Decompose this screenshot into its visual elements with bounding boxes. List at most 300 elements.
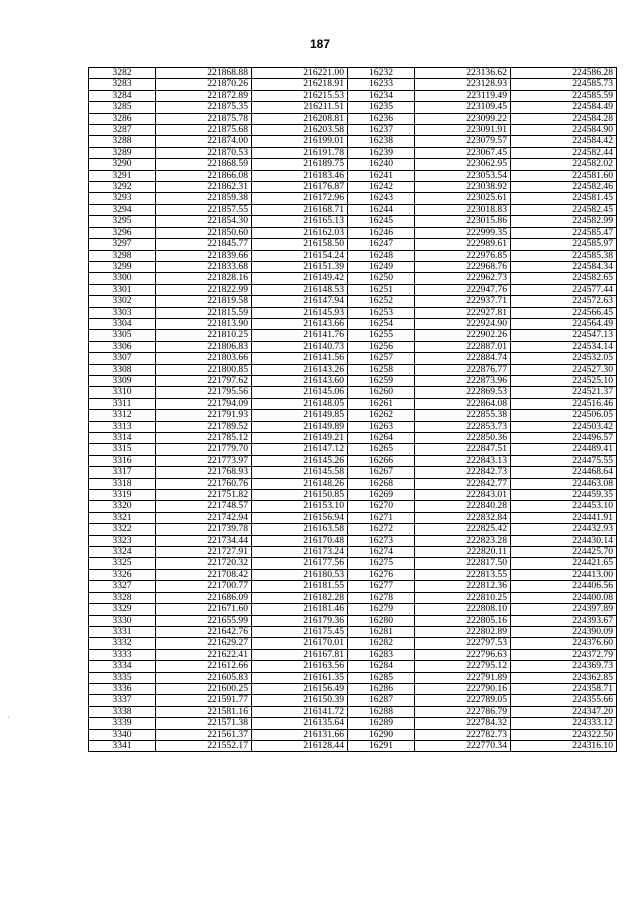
y-coord-a-cell: 216163.58	[252, 524, 348, 535]
y-coord-b-cell: 224584.49	[511, 102, 617, 113]
y-coord-a-cell: 216149.21	[252, 433, 348, 444]
x-coord-a-cell: 221870.53	[156, 147, 252, 158]
y-coord-b-cell: 224527.30	[511, 364, 617, 375]
point-id-a-cell: 3327	[89, 581, 156, 592]
point-id-a-cell: 3320	[89, 501, 156, 512]
x-coord-b-cell: 222847.51	[415, 444, 511, 455]
point-id-a-cell: 3304	[89, 318, 156, 329]
x-coord-a-cell: 221845.77	[156, 239, 252, 250]
x-coord-b-cell: 222989.61	[415, 239, 511, 250]
point-id-b-cell: 16265	[348, 444, 415, 455]
point-id-a-cell: 3332	[89, 638, 156, 649]
y-coord-b-cell: 224581.60	[511, 170, 617, 181]
point-id-a-cell: 3310	[89, 387, 156, 398]
table-row	[89, 512, 617, 523]
y-coord-b-cell: 224355.66	[511, 695, 617, 706]
table-row	[89, 444, 617, 455]
table-row	[89, 490, 617, 501]
y-coord-a-cell: 216221.00	[252, 68, 348, 79]
point-id-a-cell: 3283	[89, 79, 156, 90]
x-coord-a-cell: 221751.82	[156, 490, 252, 501]
point-id-b-cell: 16270	[348, 501, 415, 512]
y-coord-a-cell: 216177.56	[252, 558, 348, 569]
y-coord-a-cell: 216141.56	[252, 353, 348, 364]
table-row	[89, 661, 617, 672]
x-coord-a-cell: 221760.76	[156, 478, 252, 489]
x-coord-a-cell: 221875.68	[156, 125, 252, 136]
x-coord-a-cell: 221800.85	[156, 364, 252, 375]
point-id-a-cell: 3325	[89, 558, 156, 569]
x-coord-a-cell: 221872.89	[156, 90, 252, 101]
x-coord-a-cell: 221720.32	[156, 558, 252, 569]
y-coord-b-cell: 224322.50	[511, 729, 617, 740]
x-coord-a-cell: 221708.42	[156, 569, 252, 580]
table-row	[89, 375, 617, 386]
x-coord-b-cell: 222789.05	[415, 695, 511, 706]
point-id-b-cell: 16252	[348, 296, 415, 307]
x-coord-b-cell: 222850.36	[415, 433, 511, 444]
point-id-b-cell: 16262	[348, 410, 415, 421]
coordinates-table	[88, 67, 617, 752]
point-id-b-cell: 16287	[348, 695, 415, 706]
point-id-a-cell: 3287	[89, 125, 156, 136]
y-coord-a-cell: 216147.12	[252, 444, 348, 455]
y-coord-a-cell: 216168.71	[252, 204, 348, 215]
x-coord-b-cell: 222962.73	[415, 273, 511, 284]
point-id-a-cell: 3317	[89, 467, 156, 478]
table-row	[89, 455, 617, 466]
y-coord-a-cell: 216170.01	[252, 638, 348, 649]
point-id-a-cell: 3306	[89, 341, 156, 352]
y-coord-b-cell: 224584.42	[511, 136, 617, 147]
y-coord-b-cell: 224475.55	[511, 455, 617, 466]
point-id-a-cell: 3309	[89, 375, 156, 386]
y-coord-a-cell: 216191.78	[252, 147, 348, 158]
x-coord-a-cell: 221870.26	[156, 79, 252, 90]
x-coord-a-cell: 221552.17	[156, 740, 252, 751]
y-coord-b-cell: 224347.20	[511, 706, 617, 717]
y-coord-b-cell: 224582.45	[511, 204, 617, 215]
x-coord-b-cell: 223062.95	[415, 159, 511, 170]
x-coord-a-cell: 221727.91	[156, 547, 252, 558]
y-coord-a-cell: 216181.55	[252, 581, 348, 592]
y-coord-a-cell: 216145.26	[252, 455, 348, 466]
x-coord-a-cell: 221561.37	[156, 729, 252, 740]
point-id-b-cell: 16268	[348, 478, 415, 489]
x-coord-b-cell: 223015.86	[415, 216, 511, 227]
x-coord-a-cell: 221748.57	[156, 501, 252, 512]
point-id-b-cell: 16263	[348, 421, 415, 432]
x-coord-a-cell: 221797.62	[156, 375, 252, 386]
x-coord-b-cell: 222842.77	[415, 478, 511, 489]
y-coord-b-cell: 224441.91	[511, 512, 617, 523]
point-id-b-cell: 16277	[348, 581, 415, 592]
point-id-b-cell: 16269	[348, 490, 415, 501]
point-id-a-cell: 3303	[89, 307, 156, 318]
table-row	[89, 68, 617, 79]
table-row	[89, 672, 617, 683]
y-coord-b-cell: 224516.46	[511, 398, 617, 409]
point-id-b-cell: 16232	[348, 68, 415, 79]
x-coord-a-cell: 221600.25	[156, 683, 252, 694]
y-coord-b-cell: 224525.10	[511, 375, 617, 386]
point-id-b-cell: 16239	[348, 147, 415, 158]
point-id-b-cell: 16291	[348, 740, 415, 751]
x-coord-b-cell: 222937.71	[415, 296, 511, 307]
table-row	[89, 615, 617, 626]
table-row	[89, 604, 617, 615]
y-coord-a-cell: 216175.45	[252, 626, 348, 637]
y-coord-b-cell: 224534.14	[511, 341, 617, 352]
point-id-b-cell: 16286	[348, 683, 415, 694]
y-coord-b-cell: 224463.08	[511, 478, 617, 489]
y-coord-a-cell: 216208.81	[252, 113, 348, 124]
y-coord-b-cell: 224585.73	[511, 79, 617, 90]
y-coord-a-cell: 216148.26	[252, 478, 348, 489]
y-coord-a-cell: 216149.85	[252, 410, 348, 421]
point-id-b-cell: 16241	[348, 170, 415, 181]
point-id-b-cell: 16240	[348, 159, 415, 170]
point-id-a-cell: 3339	[89, 718, 156, 729]
x-coord-a-cell: 221779.70	[156, 444, 252, 455]
y-coord-a-cell: 216180.53	[252, 569, 348, 580]
y-coord-a-cell: 216148.05	[252, 398, 348, 409]
y-coord-b-cell: 224430.14	[511, 535, 617, 546]
x-coord-a-cell: 221806.83	[156, 341, 252, 352]
y-coord-b-cell: 224532.05	[511, 353, 617, 364]
point-id-b-cell: 16288	[348, 706, 415, 717]
y-coord-a-cell: 216162.03	[252, 227, 348, 238]
y-coord-a-cell: 216141.76	[252, 330, 348, 341]
y-coord-b-cell: 224400.08	[511, 592, 617, 603]
point-id-b-cell: 16260	[348, 387, 415, 398]
point-id-b-cell: 16235	[348, 102, 415, 113]
table-row	[89, 729, 617, 740]
point-id-a-cell: 3288	[89, 136, 156, 147]
table-row	[89, 740, 617, 751]
point-id-a-cell: 3297	[89, 239, 156, 250]
table-row	[89, 638, 617, 649]
y-coord-b-cell: 224585.47	[511, 227, 617, 238]
point-id-b-cell: 16259	[348, 375, 415, 386]
y-coord-a-cell: 216145.06	[252, 387, 348, 398]
table-row	[89, 170, 617, 181]
x-coord-b-cell: 222820.11	[415, 547, 511, 558]
point-id-b-cell: 16285	[348, 672, 415, 683]
x-coord-b-cell: 222832.84	[415, 512, 511, 523]
point-id-b-cell: 16274	[348, 547, 415, 558]
x-coord-b-cell: 222855.38	[415, 410, 511, 421]
table-row	[89, 581, 617, 592]
x-coord-a-cell: 221612.66	[156, 661, 252, 672]
table-row	[89, 102, 617, 113]
table-row	[89, 569, 617, 580]
x-coord-b-cell: 222927.81	[415, 307, 511, 318]
point-id-b-cell: 16273	[348, 535, 415, 546]
x-coord-a-cell: 221773.97	[156, 455, 252, 466]
x-coord-b-cell: 222853.73	[415, 421, 511, 432]
table-row	[89, 182, 617, 193]
x-coord-b-cell: 222795.12	[415, 661, 511, 672]
table-row	[89, 626, 617, 637]
x-coord-b-cell: 222869.53	[415, 387, 511, 398]
x-coord-a-cell: 221739.78	[156, 524, 252, 535]
table-row	[89, 227, 617, 238]
x-coord-b-cell: 222842.73	[415, 467, 511, 478]
x-coord-a-cell: 221857.55	[156, 204, 252, 215]
x-coord-b-cell: 222884.74	[415, 353, 511, 364]
table-row	[89, 113, 617, 124]
point-id-a-cell: 3301	[89, 284, 156, 295]
point-id-a-cell: 3285	[89, 102, 156, 113]
y-coord-a-cell: 216143.60	[252, 375, 348, 386]
x-coord-a-cell: 221815.59	[156, 307, 252, 318]
y-coord-a-cell: 216128.44	[252, 740, 348, 751]
x-coord-a-cell: 221859.38	[156, 193, 252, 204]
y-coord-b-cell: 224397.89	[511, 604, 617, 615]
x-coord-b-cell: 222902.26	[415, 330, 511, 341]
x-coord-a-cell: 221571.38	[156, 718, 252, 729]
x-coord-b-cell: 223025.61	[415, 193, 511, 204]
x-coord-b-cell: 222813.55	[415, 569, 511, 580]
x-coord-b-cell: 222784.32	[415, 718, 511, 729]
point-id-a-cell: 3323	[89, 535, 156, 546]
point-id-a-cell: 3307	[89, 353, 156, 364]
y-coord-a-cell: 216149.89	[252, 421, 348, 432]
y-coord-b-cell: 224584.28	[511, 113, 617, 124]
point-id-b-cell: 16276	[348, 569, 415, 580]
table-row	[89, 558, 617, 569]
x-coord-b-cell: 223136.62	[415, 68, 511, 79]
x-coord-a-cell: 221789.52	[156, 421, 252, 432]
table-row	[89, 524, 617, 535]
y-coord-a-cell: 216179.36	[252, 615, 348, 626]
y-coord-a-cell: 216215.53	[252, 90, 348, 101]
y-coord-a-cell: 216158.50	[252, 239, 348, 250]
point-id-a-cell: 3291	[89, 170, 156, 181]
point-id-a-cell: 3319	[89, 490, 156, 501]
y-coord-b-cell: 224564.49	[511, 318, 617, 329]
table-row	[89, 330, 617, 341]
y-coord-b-cell: 224582.44	[511, 147, 617, 158]
y-coord-a-cell: 216165.13	[252, 216, 348, 227]
point-id-a-cell: 3329	[89, 604, 156, 615]
x-coord-a-cell: 221819.58	[156, 296, 252, 307]
y-coord-b-cell: 224376.60	[511, 638, 617, 649]
y-coord-b-cell: 224459.35	[511, 490, 617, 501]
table-row	[89, 147, 617, 158]
y-coord-b-cell: 224581.45	[511, 193, 617, 204]
point-id-b-cell: 16290	[348, 729, 415, 740]
x-coord-b-cell: 222840.28	[415, 501, 511, 512]
y-coord-a-cell: 216170.48	[252, 535, 348, 546]
x-coord-a-cell: 221833.68	[156, 261, 252, 272]
y-coord-b-cell: 224372.79	[511, 649, 617, 660]
table-row	[89, 353, 617, 364]
x-coord-a-cell: 221785.12	[156, 433, 252, 444]
point-id-b-cell: 16281	[348, 626, 415, 637]
x-coord-b-cell: 222968.76	[415, 261, 511, 272]
x-coord-b-cell: 222802.89	[415, 626, 511, 637]
x-coord-b-cell: 222843.01	[415, 490, 511, 501]
y-coord-a-cell: 216211.51	[252, 102, 348, 113]
point-id-a-cell: 3322	[89, 524, 156, 535]
point-id-b-cell: 16251	[348, 284, 415, 295]
y-coord-b-cell: 224582.46	[511, 182, 617, 193]
table-row	[89, 125, 617, 136]
y-coord-b-cell: 224432.93	[511, 524, 617, 535]
y-coord-a-cell: 216199.01	[252, 136, 348, 147]
x-coord-b-cell: 223053.54	[415, 170, 511, 181]
y-coord-b-cell: 224358.71	[511, 683, 617, 694]
x-coord-b-cell: 223018.83	[415, 204, 511, 215]
y-coord-b-cell: 224316.10	[511, 740, 617, 751]
y-coord-b-cell: 224584.90	[511, 125, 617, 136]
y-coord-a-cell: 216148.53	[252, 284, 348, 295]
y-coord-a-cell: 216218.91	[252, 79, 348, 90]
point-id-b-cell: 16247	[348, 239, 415, 250]
y-coord-b-cell: 224333.12	[511, 718, 617, 729]
x-coord-a-cell: 221866.08	[156, 170, 252, 181]
x-coord-a-cell: 221629.27	[156, 638, 252, 649]
table-row	[89, 433, 617, 444]
point-id-a-cell: 3324	[89, 547, 156, 558]
x-coord-a-cell: 221875.78	[156, 113, 252, 124]
x-coord-b-cell: 223091.91	[415, 125, 511, 136]
point-id-b-cell: 16237	[348, 125, 415, 136]
point-id-a-cell: 3334	[89, 661, 156, 672]
x-coord-b-cell: 222924.90	[415, 318, 511, 329]
point-id-b-cell: 16236	[348, 113, 415, 124]
y-coord-b-cell: 224586.28	[511, 68, 617, 79]
x-coord-a-cell: 221768.93	[156, 467, 252, 478]
x-coord-a-cell: 221810.25	[156, 330, 252, 341]
y-coord-a-cell: 216153.10	[252, 501, 348, 512]
point-id-a-cell: 3308	[89, 364, 156, 375]
point-id-b-cell: 16256	[348, 341, 415, 352]
point-id-b-cell: 16258	[348, 364, 415, 375]
point-id-b-cell: 16234	[348, 90, 415, 101]
point-id-b-cell: 16249	[348, 261, 415, 272]
x-coord-a-cell: 221622.41	[156, 649, 252, 660]
y-coord-b-cell: 224468.64	[511, 467, 617, 478]
x-coord-b-cell: 222976.85	[415, 250, 511, 261]
y-coord-a-cell: 216147.94	[252, 296, 348, 307]
y-coord-b-cell: 224421.65	[511, 558, 617, 569]
point-id-a-cell: 3318	[89, 478, 156, 489]
y-coord-b-cell: 224585.38	[511, 250, 617, 261]
point-id-a-cell: 3294	[89, 204, 156, 215]
x-coord-b-cell: 222825.42	[415, 524, 511, 535]
table-row	[89, 250, 617, 261]
x-coord-b-cell: 222810.25	[415, 592, 511, 603]
y-coord-b-cell: 224503.42	[511, 421, 617, 432]
point-id-b-cell: 16284	[348, 661, 415, 672]
point-id-a-cell: 3316	[89, 455, 156, 466]
x-coord-a-cell: 221791.93	[156, 410, 252, 421]
x-coord-a-cell: 221734.44	[156, 535, 252, 546]
y-coord-a-cell: 216150.85	[252, 490, 348, 501]
table-row	[89, 296, 617, 307]
x-coord-b-cell: 222797.53	[415, 638, 511, 649]
table-row	[89, 239, 617, 250]
point-id-a-cell: 3321	[89, 512, 156, 523]
point-id-b-cell: 16250	[348, 273, 415, 284]
point-id-b-cell: 16253	[348, 307, 415, 318]
point-id-a-cell: 3326	[89, 569, 156, 580]
point-id-b-cell: 16271	[348, 512, 415, 523]
y-coord-a-cell: 216131.66	[252, 729, 348, 740]
table-row	[89, 649, 617, 660]
y-coord-a-cell: 216189.75	[252, 159, 348, 170]
point-id-a-cell: 3286	[89, 113, 156, 124]
x-coord-b-cell: 222843.13	[415, 455, 511, 466]
x-coord-a-cell: 221671.60	[156, 604, 252, 615]
point-id-b-cell: 16248	[348, 250, 415, 261]
x-coord-b-cell: 222999.35	[415, 227, 511, 238]
y-coord-b-cell: 224585.59	[511, 90, 617, 101]
table-row	[89, 136, 617, 147]
y-coord-a-cell: 216145.93	[252, 307, 348, 318]
x-coord-a-cell: 221822.99	[156, 284, 252, 295]
y-coord-a-cell: 216143.26	[252, 364, 348, 375]
x-coord-b-cell: 222812.36	[415, 581, 511, 592]
table-row	[89, 273, 617, 284]
table-row	[89, 261, 617, 272]
x-coord-a-cell: 221874.00	[156, 136, 252, 147]
point-id-b-cell: 16264	[348, 433, 415, 444]
x-coord-b-cell: 223067.45	[415, 147, 511, 158]
y-coord-a-cell: 216156.49	[252, 683, 348, 694]
coordinates-table-body	[89, 68, 617, 752]
x-coord-b-cell: 222873.96	[415, 375, 511, 386]
point-id-a-cell: 3340	[89, 729, 156, 740]
y-coord-b-cell: 224406.56	[511, 581, 617, 592]
x-coord-b-cell: 222791.89	[415, 672, 511, 683]
y-coord-a-cell: 216135.64	[252, 718, 348, 729]
table-row	[89, 79, 617, 90]
y-coord-b-cell: 224496.57	[511, 433, 617, 444]
point-id-a-cell: 3328	[89, 592, 156, 603]
y-coord-b-cell: 224393.67	[511, 615, 617, 626]
table-row	[89, 193, 617, 204]
point-id-a-cell: 3292	[89, 182, 156, 193]
x-coord-a-cell: 221655.99	[156, 615, 252, 626]
x-coord-b-cell: 222770.34	[415, 740, 511, 751]
point-id-b-cell: 16242	[348, 182, 415, 193]
x-coord-a-cell: 221850.60	[156, 227, 252, 238]
table-row	[89, 159, 617, 170]
point-id-a-cell: 3296	[89, 227, 156, 238]
point-id-b-cell: 16266	[348, 455, 415, 466]
point-id-b-cell: 16272	[348, 524, 415, 535]
y-coord-b-cell: 224582.65	[511, 273, 617, 284]
x-coord-b-cell: 223038.92	[415, 182, 511, 193]
point-id-b-cell: 16233	[348, 79, 415, 90]
x-coord-a-cell: 221605.83	[156, 672, 252, 683]
table-row	[89, 387, 617, 398]
x-coord-a-cell: 221868.59	[156, 159, 252, 170]
table-row	[89, 364, 617, 375]
point-id-a-cell: 3302	[89, 296, 156, 307]
point-id-b-cell: 16246	[348, 227, 415, 238]
y-coord-a-cell: 216183.46	[252, 170, 348, 181]
y-coord-b-cell: 224453.10	[511, 501, 617, 512]
table-row	[89, 501, 617, 512]
x-coord-b-cell: 222790.16	[415, 683, 511, 694]
point-id-a-cell: 3330	[89, 615, 156, 626]
y-coord-b-cell: 224506.05	[511, 410, 617, 421]
